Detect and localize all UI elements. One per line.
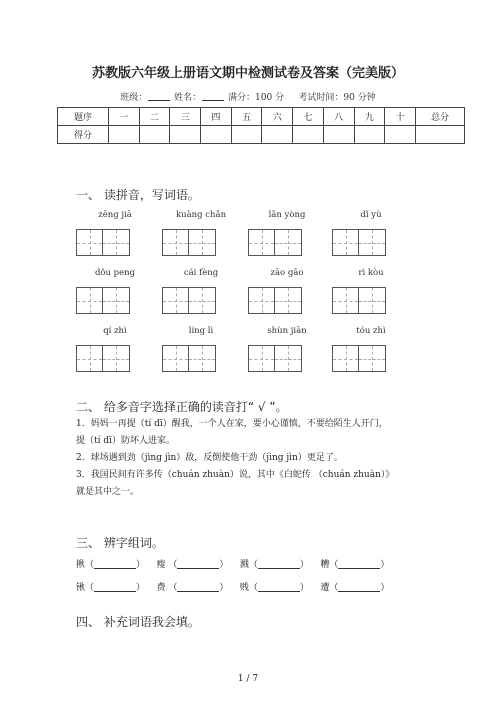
score-cell[interactable]	[385, 126, 416, 144]
answer-blank[interactable]	[338, 558, 380, 569]
s3-paren: ）	[299, 560, 309, 570]
writing-grid[interactable]	[162, 287, 216, 314]
header-cell: 题序	[58, 108, 109, 126]
page-number: 1 / 7	[237, 674, 259, 684]
header-cell: 九	[354, 108, 385, 126]
s2-line: 3．我国民间有许多传（chuán zhuàn）说，其中《白蛇传 （chuán zhuàn）》	[76, 470, 395, 480]
writing-grid[interactable]	[162, 345, 216, 372]
s3-row	[76, 580, 389, 597]
score-cell[interactable]	[231, 126, 262, 144]
score-cell[interactable]	[109, 126, 140, 144]
section-3-heading: 三、 辨字组词。	[76, 536, 164, 550]
name-blank	[202, 91, 224, 101]
answer-blank[interactable]	[94, 558, 136, 569]
pinyin-label: zēng jiā	[98, 210, 132, 220]
pinyin-label: shùn jiān	[267, 326, 307, 336]
writing-grid[interactable]	[76, 287, 130, 314]
header-cell: 六	[262, 108, 293, 126]
s3-char: 锹（	[76, 583, 95, 593]
score-row-label: 得分	[58, 126, 109, 144]
header-cell: 总分	[416, 108, 465, 126]
score-cell[interactable]	[323, 126, 354, 144]
pinyin-label: zāo gāo	[270, 268, 304, 278]
pinyin-label: qí zhì	[103, 326, 127, 336]
s2-line: 就是其中之一。	[76, 487, 140, 497]
writing-grid[interactable]	[332, 287, 386, 314]
header-cell: 一	[109, 108, 140, 126]
s3-paren: ）	[299, 583, 309, 593]
section-1-heading: 一、 读拼音，写词语。	[76, 188, 200, 202]
writing-grid[interactable]	[162, 229, 216, 256]
s3-char: 遭（	[320, 583, 339, 593]
s3-char: 贱（	[239, 583, 258, 593]
pinyin-label: cái fèng	[183, 268, 219, 278]
writing-grid[interactable]	[332, 229, 386, 256]
score-cell[interactable]	[262, 126, 293, 144]
score-cell[interactable]	[416, 126, 465, 144]
class-blank	[148, 91, 170, 101]
exam-time: 考试时间：90 分钟	[298, 93, 376, 103]
section-2-heading: 二、 给多音字选择正确的读音打“ √ ”。	[76, 400, 288, 414]
s3-row	[76, 557, 389, 574]
writing-grid[interactable]	[248, 229, 302, 256]
name-label: 姓名：	[174, 93, 202, 103]
exam-info	[0, 90, 496, 103]
score-cell[interactable]	[354, 126, 385, 144]
section-4-heading: 四、 补充词语我会填。	[76, 615, 200, 629]
s2-line: 提（tí dī）防坏人进家。	[76, 436, 175, 446]
s3-char: 揪（	[76, 560, 95, 570]
pinyin-label: dǒu peng	[94, 268, 136, 278]
section-2-body	[76, 416, 436, 501]
answer-blank[interactable]	[258, 558, 300, 569]
answer-blank[interactable]	[338, 581, 380, 592]
pinyin-label: líng lì	[188, 326, 214, 336]
s3-char: 费 （	[156, 583, 178, 593]
s3-char: 瘦 （	[156, 560, 178, 570]
header-cell: 八	[323, 108, 354, 126]
score-cell[interactable]	[139, 126, 170, 144]
s3-paren: ）	[380, 560, 390, 570]
writing-grid[interactable]	[76, 229, 130, 256]
score-row	[58, 126, 465, 144]
answer-blank[interactable]	[177, 558, 219, 569]
header-cell: 四	[201, 108, 232, 126]
answer-blank[interactable]	[177, 581, 219, 592]
header-cell: 二	[139, 108, 170, 126]
full-score: 满分：100 分	[228, 93, 285, 103]
header-cell: 三	[170, 108, 201, 126]
s3-paren: ）	[219, 583, 229, 593]
pinyin-label: lǎn yòng	[268, 210, 306, 220]
class-label: 班级：	[120, 93, 148, 103]
answer-blank[interactable]	[94, 581, 136, 592]
s3-char: 溅（	[239, 560, 258, 570]
s3-paren: ）	[219, 560, 229, 570]
answer-blank[interactable]	[258, 581, 300, 592]
writing-grid[interactable]	[332, 345, 386, 372]
header-cell: 十	[385, 108, 416, 126]
score-cell[interactable]	[293, 126, 324, 144]
writing-grid[interactable]	[248, 287, 302, 314]
pinyin-label: tóu zhì	[356, 326, 386, 336]
s2-line: 2．球场遇到劲（jìng jìn）敌，反倒使他干劲（jìng jìn）更足了。	[76, 453, 343, 463]
s3-char: 糟（	[320, 560, 339, 570]
s3-paren: ）	[136, 583, 146, 593]
header-cell: 七	[293, 108, 324, 126]
s3-paren: ）	[136, 560, 146, 570]
s3-paren: ）	[380, 583, 390, 593]
pinyin-label: rì kòu	[358, 268, 384, 278]
writing-grid[interactable]	[248, 345, 302, 372]
score-cell[interactable]	[201, 126, 232, 144]
score-cell[interactable]	[170, 126, 201, 144]
score-table	[57, 107, 465, 144]
s2-line: 1．妈妈一再提（tí dī）醒我，一个人在家，要小心谨慎，不要给陌生人开门，	[76, 419, 388, 429]
pinyin-label: kuàng chǎn	[175, 210, 227, 220]
score-header-row	[58, 108, 465, 126]
writing-grid[interactable]	[76, 345, 130, 372]
pinyin-label: dǐ yù	[360, 210, 382, 220]
page-title: 苏教版六年级上册语文期中检测试卷及答案（完美版）	[91, 66, 404, 81]
header-cell: 五	[231, 108, 262, 126]
